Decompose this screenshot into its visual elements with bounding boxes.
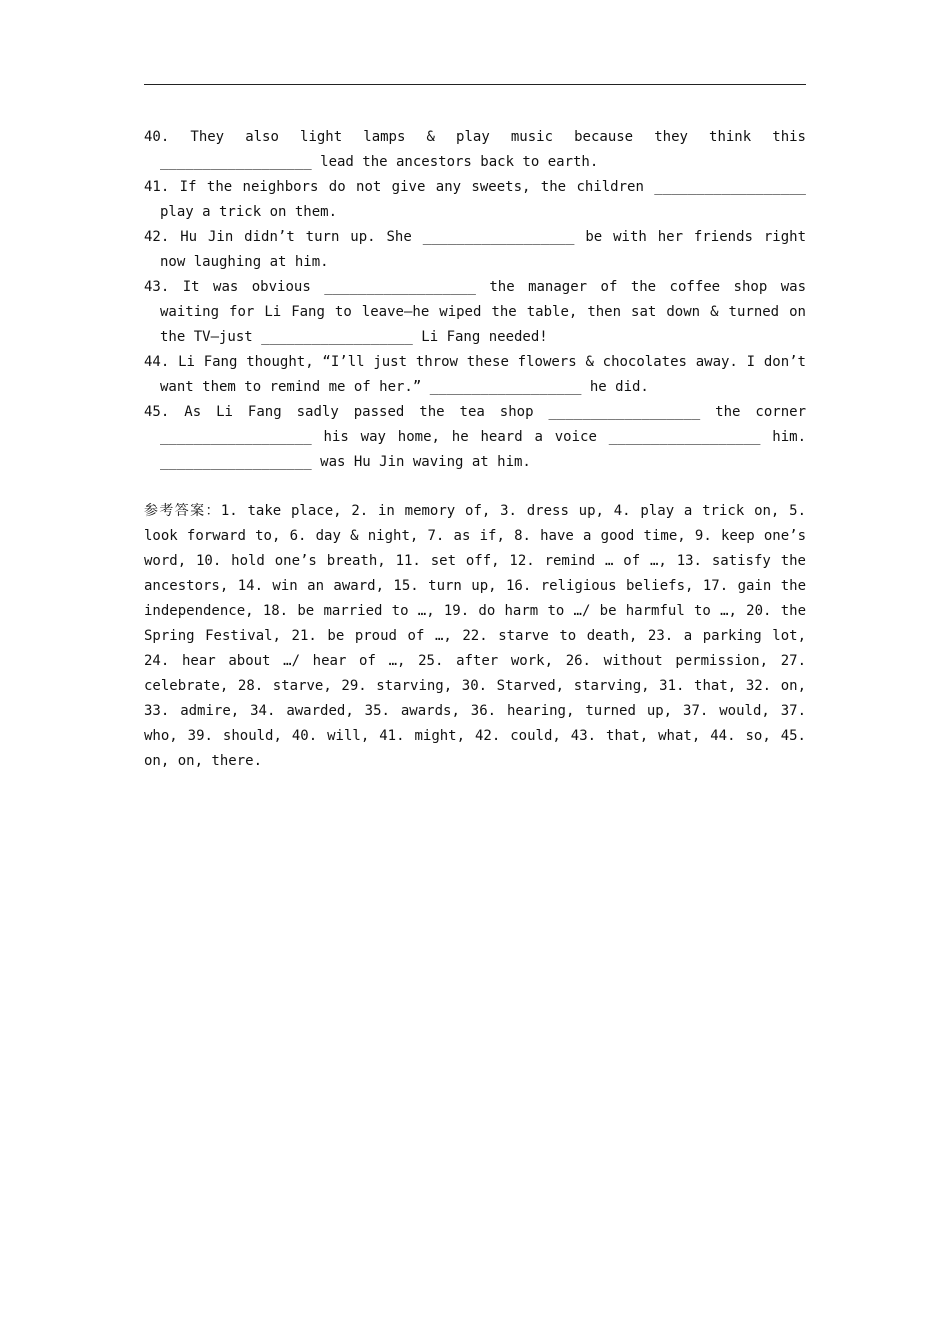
document-body (144, 125, 806, 774)
question-42: 42. Hu Jin didn’t turn up. She __________________ be with her friends right now laughing at him. (144, 229, 806, 270)
question-43: 43. It was obvious __________________ the manager of the coffee shop was waiting for Li Fang to leave—he wiped the table, then sat down & turned on the TV—just __________________ Li Fang needed! (144, 279, 806, 345)
answer-key-text: 1. take place, 2. in memory of, 3. dress up, 4. play a trick on, 5. look forward to, 6. day & night, 7. as if, 8. have a good time, 9. keep one’s word, 10. hold one’s breath, 11. set off, 12. remind … of …, 13. satisfy the ancestors, 14. win an award, 15. turn up, 16. religious beliefs, 17. gain the independence, 18. be married to …, 19. do harm to …/ be harmful to …, 20. the Spring Festival, 21. be proud of …, 22. starve to death, 23. a parking lot, 24. hear about …/ hear of …, 25. after work, 26. without permission, 27. celebrate, 28. starve, 29. starving, 30. Starved, starving, 31. that, 32. on, 33. admire, 34. awarded, 35. awards, 36. hearing, turned up, 37. would, 37. who, 39. should, 40. will, 41. might, 42. could, 43. that, what, 44. so, 45. on, on, there. (144, 503, 807, 769)
question-41: 41. If the neighbors do not give any sweets, the children __________________ play a trick on them. (144, 179, 806, 220)
question-40: 40. They also light lamps & play music because they think this __________________ lead the ancestors back to earth. (144, 129, 806, 170)
header-rule (144, 84, 806, 85)
question-44: 44. Li Fang thought, “I’ll just throw these flowers & chocolates away. I don’t want them to remind me of her.” __________________ he did. (144, 354, 806, 395)
answer-key-label: 参考答案： (144, 503, 221, 519)
answer-key (144, 499, 806, 774)
question-45: 45. As Li Fang sadly passed the tea shop __________________ the corner __________________ his way home, he heard a voice __________________ him. __________________ was Hu Jin waving at him. (144, 404, 806, 470)
